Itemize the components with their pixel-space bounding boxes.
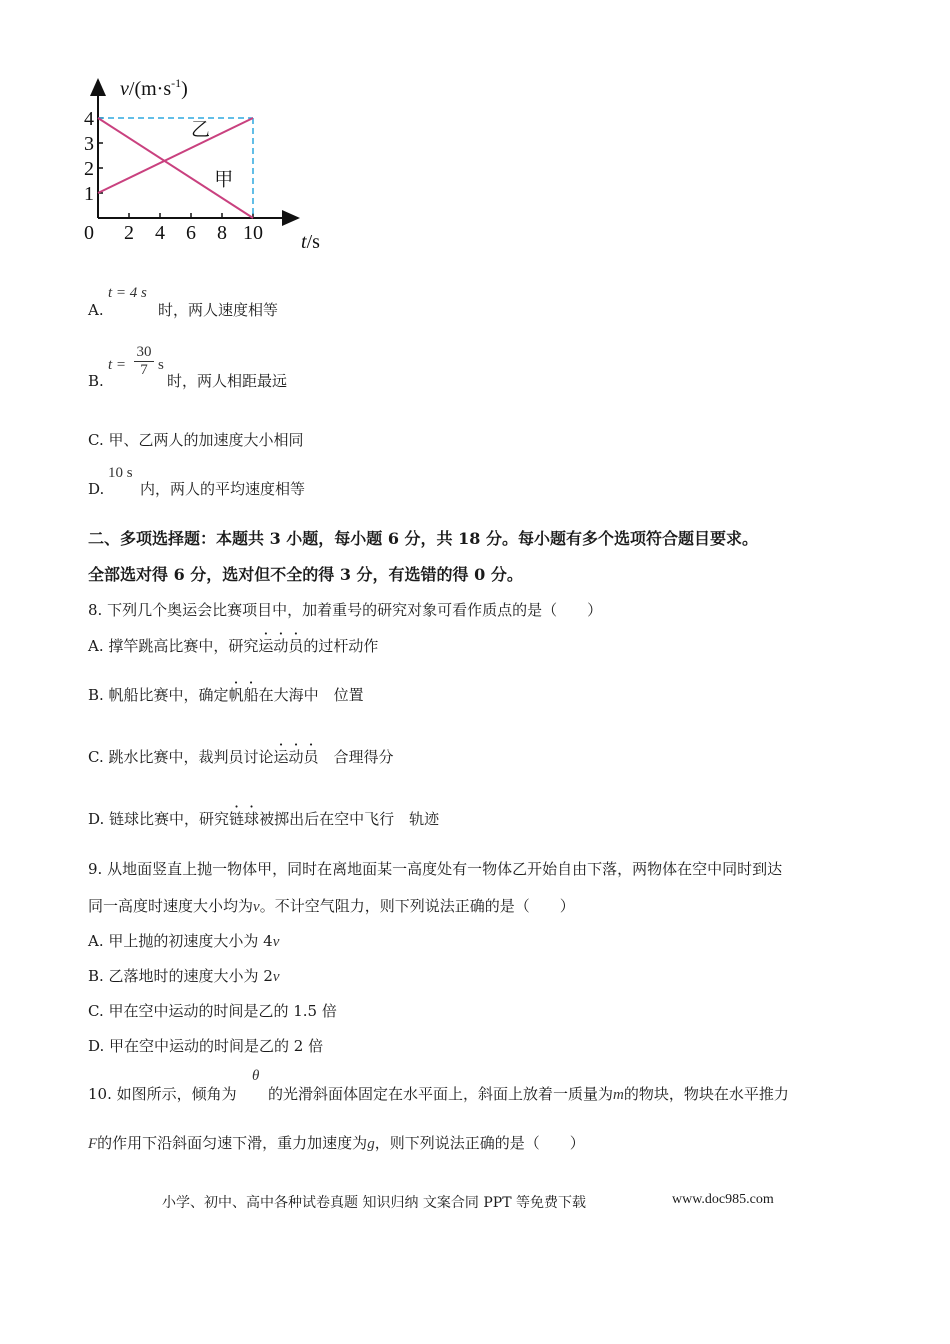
footer-text: 小学、初中、高中各种试卷真题 知识归纳 文案合同 PPT 等免费下载	[162, 1195, 586, 1211]
option-b-numerator: 30	[136, 344, 152, 360]
emphasis-char: 球	[244, 810, 260, 828]
q10-stem-line1	[268, 1084, 789, 1105]
option-a-math: t = 4 s	[108, 285, 147, 301]
section-heading-line2: 全部选对得 6 分，选对但不全的得 3 分，有选错的得 0 分。	[88, 565, 523, 584]
option-b-t: t =	[108, 357, 127, 373]
q8-b-emphasis	[229, 686, 259, 704]
option-a-label: A.	[88, 301, 104, 319]
emphasis-char: 链	[229, 810, 245, 828]
emphasis-char: 帆	[228, 686, 244, 704]
q8-a-post: 的过杆动作	[303, 637, 379, 655]
q10-stem-line2	[88, 1133, 585, 1154]
q8-option-a	[88, 636, 378, 656]
x-tick-label: 2	[124, 222, 134, 244]
q9-option-c: C. 甲在空中运动的时间是乙的 1.5 倍	[88, 1002, 337, 1020]
theta-symbol: θ	[252, 1068, 260, 1084]
q9-option-d: D. 甲在空中运动的时间是乙的 2 倍	[88, 1037, 324, 1055]
q10-line1-mid: 的光滑斜面体固定在水平面上，斜面上放着一质量为	[268, 1085, 614, 1103]
series-label-jia: 甲	[214, 169, 234, 191]
option-d-label: D.	[88, 480, 105, 498]
q10-stem-line1-pre: 10. 如图所示，倾角为	[88, 1085, 237, 1103]
q8-b-pre: B. 帆船比赛中，确定	[88, 686, 229, 704]
emphasis-char: 运	[258, 637, 274, 655]
q10-F: F	[88, 1136, 98, 1152]
x-axis-label: t/s	[301, 231, 320, 253]
q10-line2-post: ，则下列说法正确的是（ ）	[374, 1134, 585, 1152]
origin-label: 0	[84, 222, 94, 244]
section-heading-line1: 二、多项选择题：本题共 3 小题，每小题 6 分，共 18 分。每小题有多个选项符合题目要求。	[88, 529, 758, 548]
footer-url[interactable]: www.doc985.com	[672, 1192, 774, 1207]
velocity-time-graph	[80, 70, 340, 260]
q9-v: v	[253, 899, 260, 915]
q9-line2-pre: 同一高度时速度大小均为	[88, 897, 254, 915]
x-tick-label: 8	[217, 222, 227, 244]
y-tick-label: 4	[84, 108, 94, 130]
option-d-text: 内，两人的平均速度相等	[140, 480, 306, 498]
q9-b-v: v	[272, 969, 280, 985]
q8-option-d	[88, 809, 439, 829]
emphasis-char: 运	[273, 748, 289, 766]
q8-d-post: 被掷出后在空中飞行 轨迹	[259, 810, 440, 828]
q10-line2-mid: 的作用下沿斜面匀速下滑，重力加速度为	[97, 1134, 368, 1152]
emphasis-char: 动	[273, 637, 289, 655]
option-b-unit: s	[158, 357, 164, 373]
y-tick-label: 2	[84, 158, 94, 180]
q9-line2-post: 。不计空气阻力，则下列说法正确的是（ ）	[259, 897, 575, 915]
x-tick-label: 10	[243, 222, 263, 244]
q8-c-pre: C. 跳水比赛中，裁判员讨论	[88, 748, 274, 766]
q9-a-pre: A. 甲上抛的初速度大小为 4	[88, 932, 273, 950]
q9-stem-line1: 9. 从地面竖直上抛一物体甲，同时在离地面某一高度处有一物体乙开始自由下落，两物体在空中同时到达	[88, 860, 783, 878]
q10-m: m	[613, 1087, 624, 1103]
q8-a-emphasis	[258, 637, 303, 655]
q10-g: g	[367, 1136, 375, 1152]
option-b-text: 时，两人相距最远	[167, 372, 288, 390]
y-axis-label: $v/(m\cdot s^{-1})$	[120, 76, 188, 100]
y-tick-label: 1	[84, 183, 94, 205]
x-tick-label: 6	[186, 222, 196, 244]
q9-option-a	[88, 931, 279, 952]
q8-option-c	[88, 747, 394, 767]
emphasis-char: 员	[288, 637, 304, 655]
option-b-fraction	[134, 344, 154, 379]
option-d-math: 10 s	[108, 465, 133, 481]
q9-b-pre: B. 乙落地时的速度大小为 2	[88, 967, 273, 985]
q9-a-v: v	[272, 934, 280, 950]
q8-c-emphasis	[273, 748, 318, 766]
q10-line1-post: 的物块，物块在水平推力	[623, 1085, 789, 1103]
q8-option-b	[88, 685, 364, 705]
emphasis-char: 船	[243, 686, 259, 704]
q8-b-post: 在大海中 位置	[258, 686, 364, 704]
option-a-text: 时，两人速度相等	[158, 301, 279, 319]
option-c: C. 甲、乙两人的加速度大小相同	[88, 431, 304, 449]
series-label-yi: 乙	[191, 119, 211, 141]
q8-c-post: 合理得分	[318, 748, 394, 766]
option-b-denominator: 7	[140, 362, 148, 378]
q8-stem: 8. 下列几个奥运会比赛项目中，加着重号的研究对象可看作质点的是（ ）	[88, 601, 603, 619]
y-tick-label: 3	[84, 133, 94, 155]
q8-a-pre: A. 撑竿跳高比赛中，研究	[88, 637, 259, 655]
emphasis-char: 动	[288, 748, 304, 766]
q9-option-b	[88, 966, 280, 987]
q9-stem-line2	[88, 896, 575, 917]
emphasis-char: 员	[303, 748, 319, 766]
option-b-label: B.	[88, 372, 104, 390]
q8-d-emphasis	[229, 810, 259, 828]
x-tick-label: 4	[155, 222, 165, 244]
q8-d-pre: D. 链球比赛中，研究	[88, 810, 230, 828]
series-line-jia	[98, 118, 253, 218]
